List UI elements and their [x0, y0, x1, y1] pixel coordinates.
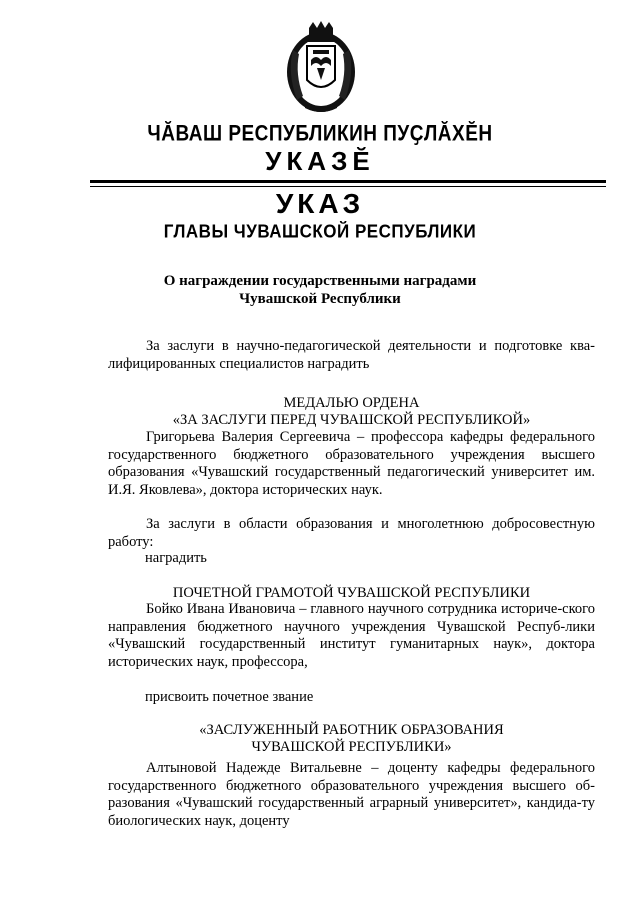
subject-line-1: О награждении государственными наградами [163, 273, 477, 289]
award-action-2: присвоить почетное звание [145, 689, 314, 705]
award-title-3 [108, 722, 595, 756]
recipient-text-1: Григорьева Валерия Сергеевича – профессора кафедры федерального государственного бюджетного образовательного учреждения высшего образования «Чувашский государственный педагогический университет им. И.Я. Яковлева», доктора исторических наук. [108, 429, 595, 498]
recipient-paragraph-3 [108, 760, 595, 830]
intro-paragraph-2 [108, 516, 595, 551]
award3-line-1: «ЗАСЛУЖЕННЫЙ РАБОТНИК ОБРАЗОВАНИЯ [199, 722, 504, 738]
intro-paragraph-1 [108, 338, 595, 373]
recipient-text-3: Алтыновой Надежде Витальевне – доценту кафедры федерального государственного бюджетного образовательного учреждения высшего об-разования «Чувашский государственный аграрный университет», кандида-ту биологических наук, доценту [108, 760, 595, 829]
recipient-text-2: Бойко Ивана Ивановича – главного научного сотрудника историче-ского направления бюджетного научного учреждения Чувашской Респуб-лики «Чувашский государственный институт гуманитарных наук», доктора исторических наук, профессора, [108, 601, 595, 670]
russian-org-heading: ГЛАВЫ ЧУВАШСКОЙ РЕСПУБЛИКИ [163, 221, 477, 242]
intro-text-1: За заслуги в научно-педагогической деятельности и подготовке ква-лифицированных специалистов наградить [108, 338, 595, 372]
header-divider-thick [90, 180, 606, 183]
award-action-1: наградить [145, 550, 207, 566]
award1-line-2: «ЗА ЗАСЛУГИ ПЕРЕД ЧУВАШСКОЙ РЕСПУБЛИКОЙ» [172, 412, 531, 428]
recipient-paragraph-2 [108, 601, 595, 671]
russian-decree-title: УКАЗ [275, 188, 365, 219]
recipient-paragraph-1 [108, 429, 595, 499]
award3-line-2: ЧУВАШСКОЙ РЕСПУБЛИКИ» [251, 739, 452, 755]
chuvash-org-heading: ЧӐВАШ РЕСПУБЛИКИН ПУҪЛӐХӖН [147, 122, 493, 147]
decree-subject [130, 272, 510, 308]
award-title-2: ПОЧЕТНОЙ ГРАМОТОЙ ЧУВАШСКОЙ РЕСПУБЛИКИ [172, 585, 531, 601]
header-divider-thin [90, 186, 606, 187]
coat-of-arms-emblem [283, 20, 359, 116]
subject-line-2: Чувашской Республики [239, 291, 401, 307]
award1-line-1: МЕДАЛЬЮ ОРДЕНА [283, 395, 420, 411]
intro-text-2: За заслуги в области образования и многолетнюю добросовестную работу: [108, 516, 595, 550]
award-title-1 [108, 395, 595, 429]
chuvash-decree-title: УКАЗӖ [265, 146, 375, 176]
